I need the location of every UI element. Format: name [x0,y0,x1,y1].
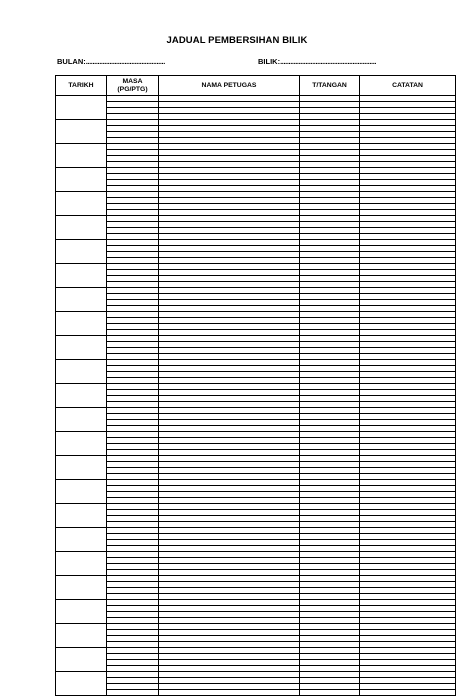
tarikh-cell[interactable] [56,552,107,576]
tarikh-cell[interactable] [56,120,107,144]
tarikh-cell[interactable] [56,336,107,360]
tarikh-cell[interactable] [56,672,107,696]
bilik-label: BILIK: [258,57,281,66]
tarikh-cell[interactable] [56,216,107,240]
catatan-cell[interactable] [360,690,456,696]
tarikh-cell[interactable] [56,528,107,552]
bulan-fill-line: ............................................... [85,57,165,66]
table-body [56,96,456,696]
page-title: JADUAL PEMBERSIHAN BILIK [166,35,308,46]
bilik-field [258,57,376,66]
tarikh-cell[interactable] [56,288,107,312]
tarikh-cell[interactable] [56,312,107,336]
tarikh-cell[interactable] [56,504,107,528]
tarikh-cell[interactable] [56,240,107,264]
tarikh-cell[interactable] [56,456,107,480]
table-header-row [56,76,456,96]
tarikh-cell[interactable] [56,480,107,504]
column-header-tarikh: TARIKH [56,76,107,96]
tarikh-cell[interactable] [56,360,107,384]
tarikh-cell[interactable] [56,168,107,192]
table-row [56,690,456,696]
cleaning-schedule-table [55,75,456,696]
t-tangan-cell[interactable] [300,690,360,696]
tarikh-cell[interactable] [56,624,107,648]
nama-petugas-cell[interactable] [159,690,300,696]
bulan-label: BULAN: [57,57,86,66]
tarikh-cell[interactable] [56,96,107,120]
tarikh-cell[interactable] [56,576,107,600]
column-header-t-tangan: T/TANGAN [300,76,360,96]
tarikh-cell[interactable] [56,600,107,624]
tarikh-cell[interactable] [56,192,107,216]
bilik-fill-line: ......................................................... [280,57,377,66]
tarikh-cell[interactable] [56,384,107,408]
tarikh-cell[interactable] [56,144,107,168]
tarikh-cell[interactable] [56,648,107,672]
column-header-nama-petugas: NAMA PETUGAS [159,76,300,96]
tarikh-cell[interactable] [56,408,107,432]
masa-cell[interactable] [107,690,159,696]
tarikh-cell[interactable] [56,264,107,288]
tarikh-cell[interactable] [56,432,107,456]
column-header-masa: MASA (PG/PTG) [107,76,159,96]
bulan-field [57,57,165,66]
column-header-catatan: CATATAN [360,76,456,96]
